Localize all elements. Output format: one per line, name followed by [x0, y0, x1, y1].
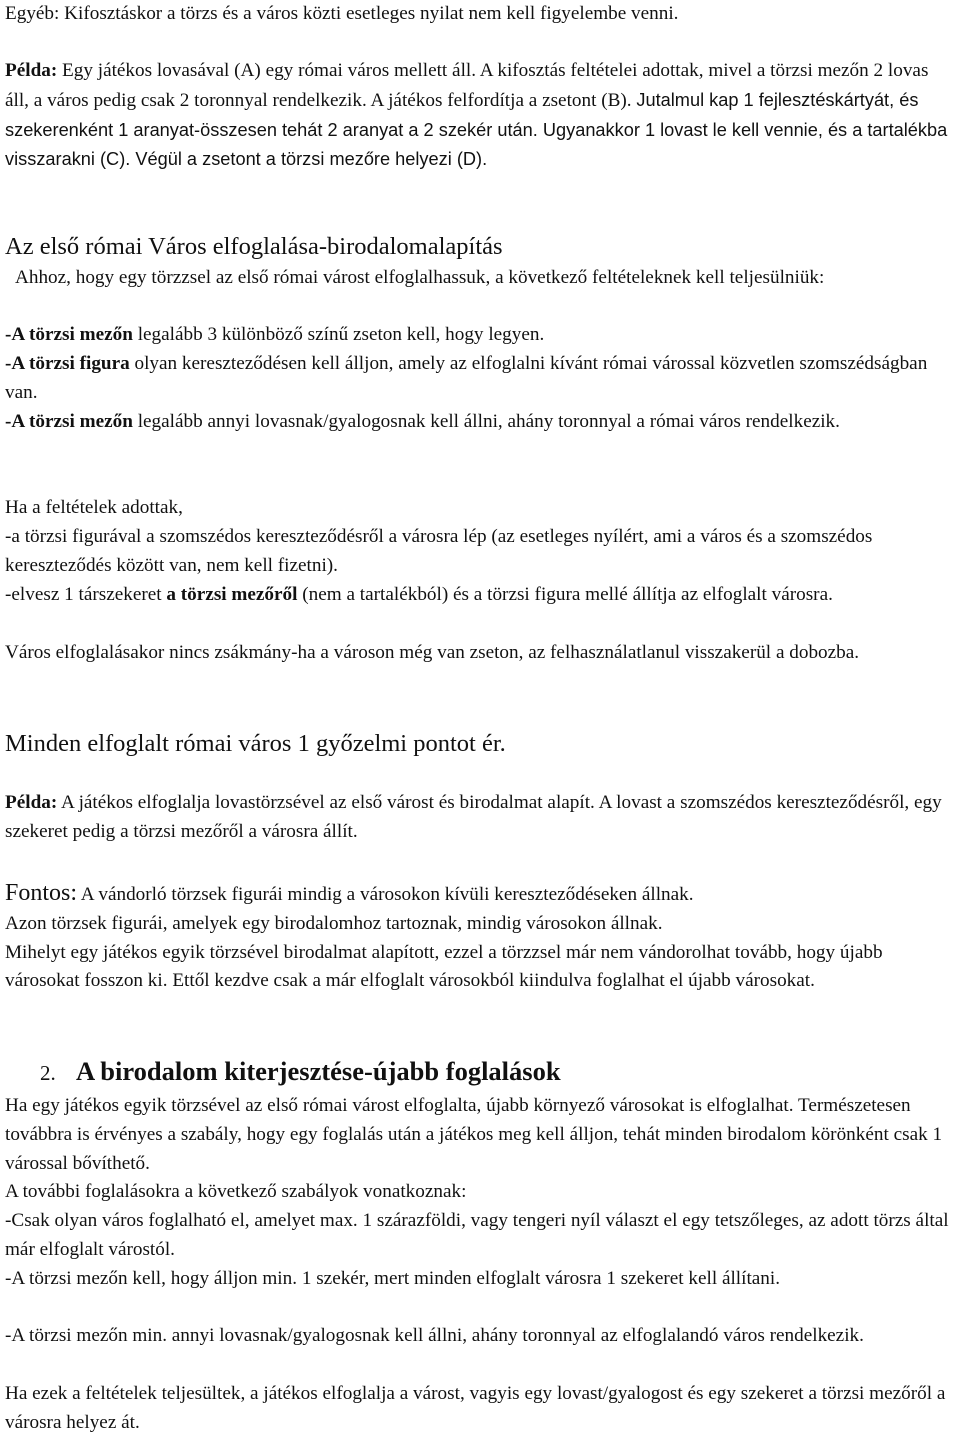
condition-1-bold: -A törzsi mezőn [5, 324, 133, 345]
paragraph-egyeb: Egyéb: Kifosztáskor a törzs és a város közti esetleges nyilat nem kell figyelembe venni. [5, 3, 679, 24]
condition-2 [5, 350, 954, 408]
condition-3-text: legalább annyi lovasnak/gyalogosnak kell állni, ahány toronnyal a római város rendelkezik. [132, 411, 840, 432]
section-paragraph-2: A további foglalásokra a következő szabályok vonatkoznak: [5, 1181, 467, 1202]
paragraph-ahhoz: Ahhoz, hogy egy törzzsel az első római várost elfoglalhassuk, a következő feltételeknek kell teljesülniük: [15, 267, 825, 288]
heading-elso-varos: Az első római Város elfoglalása-birodalomalapítás [5, 233, 503, 260]
pelda-2-text: A játékos elfoglalja lovastörzsével az első várost és birodalmat alapít. A lovast a szomszédos kereszteződésről, egy szekeret pedig a törzsi mezőről a városra állít. [5, 792, 942, 842]
section-paragraph-4: -A törzsi mezőn kell, hogy álljon min. 1 szekér, mert minden elfoglalt városra 1 szekeret kell állítani. [5, 1268, 781, 1289]
paragraph-ha-4: Város elfoglalásakor nincs zsákmány-ha a városon még van zseton, az felhasználatlanul visszakerül a dobozba. [5, 642, 860, 663]
fontos-text-1: A vándorló törzsek figurái mindig a városokon kívüli kereszteződéseken állnak. [77, 884, 694, 905]
ha-3-bold: a törzsi mezőről [166, 584, 298, 605]
condition-3 [5, 408, 954, 437]
heading-gyozelmi-pont: Minden elfoglalt római város 1 győzelmi pontot ér. [5, 730, 506, 757]
paragraph-pelda-2 [5, 789, 954, 847]
section-title: A birodalom kiterjesztése-újabb foglalások [76, 1056, 561, 1086]
fontos-label: Fontos: [5, 880, 78, 906]
section-paragraph-5: -A törzsi mezőn min. annyi lovasnak/gyalogosnak kell állni, ahány toronnyal az elfoglalandó város rendelkezik. [5, 1325, 864, 1346]
paragraph-fontos [5, 879, 954, 996]
ha-3-c: (nem a tartalékból) és a törzsi figura mellé állítja az elfoglalt városra. [297, 584, 833, 605]
section-paragraph-1: Ha egy játékos egyik törzsével az első római várost elfoglalta, újabb környező városokat is elfoglalhat. Természetesen továbbra is érvényes a szabály, hogy egy foglalás után a játékos meg kell álljon, tehát minden birodalom körönként csak 1 várossal bővíthető. [5, 1095, 943, 1174]
condition-1 [5, 321, 954, 350]
condition-1-text: legalább 3 különböző színű zseton kell, hogy legyen. [132, 324, 545, 345]
section-paragraph-6: Ha ezek a feltételek teljesültek, a játékos elfoglalja a várost, vagyis egy lovast/gyalogost és egy szekeret a törzsi mezőről a városra helyez át. [5, 1383, 946, 1433]
section-paragraph-3: -Csak olyan város foglalható el, amelyet max. 1 szárazföldi, vagy tengeri nyíl választ el egy tetszőleges, az adott törzs által már elfoglalt várostól. [5, 1210, 949, 1260]
section-heading-2 [40, 1054, 561, 1090]
fontos-text-3: Mihelyt egy játékos egyik törzsével birodalmat alapított, ezzel a törzzsel már nem vándorolhat tovább, hogy újabb városokat fosszon ki. Ettől kezdve csak a már elfoglalt városokból kiindulva foglalhat el újabb városokat. [5, 941, 883, 992]
condition-2-text: olyan kereszteződésen kell álljon, amely az elfoglalni kívánt római várossal közvetlen szomszédságban van. [5, 353, 928, 403]
paragraph-ha-1: Ha a feltételek adottak, [5, 497, 183, 518]
pelda-label: Példa: [5, 60, 58, 81]
paragraph-ha-2: -a törzsi figurával a szomszédos kereszteződésről a városra lép (az esetleges nyílért, ami a város és a szomszédos kereszteződés között van, nem kell fizetni). [5, 526, 873, 576]
condition-3-bold: -A törzsi mezőn [5, 411, 133, 432]
fontos-text-2: Azon törzsek figurái, amelyek egy birodalomhoz tartoznak, mindig városokon állnak. [5, 912, 663, 934]
pelda-2-label: Példa: [5, 792, 58, 813]
paragraph-pelda-1 [5, 57, 954, 175]
condition-2-bold: -A törzsi figura [5, 353, 130, 374]
ha-3-a: -elvesz 1 társzekeret [5, 584, 167, 605]
paragraph-ha-3 [5, 581, 954, 610]
pelda-text: Egy játékos lovasával (A) egy római város mellett áll. A kifosztás feltételei adottak, mivel a törzsi mezőn 2 lovas áll, a város pedig csak 2 toronnyal rendelkezik. A játékos felfordítja a zsetont (B). [5, 60, 929, 111]
pelda-text-sans: Jutalmul kap 1 fejlesztéskártyát, és szekerenként 1 aranyat-összesen tehát 2 aranyat a 2 szekér után. Ugyanakkor 1 lovast le kell vennie, és a tartalékba visszarakni (C). Végül a zsetont a törzsi mezőre helyezi (D). [5, 89, 948, 170]
section-number: 2. [40, 1061, 56, 1085]
